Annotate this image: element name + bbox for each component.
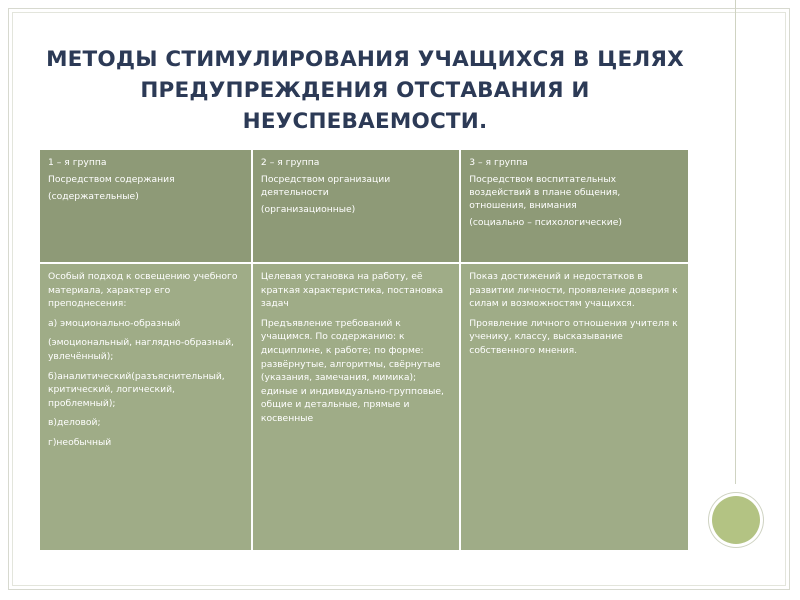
group-label: 3 – я группа: [469, 157, 528, 168]
group-means: Посредством содержания: [48, 174, 175, 185]
header-cell-group-1: [39, 149, 252, 263]
decorative-circle: [712, 496, 760, 544]
body-cell-social-psychological-methods: [460, 263, 689, 551]
methods-table: [36, 146, 692, 554]
group-means: Посредством организации деятельности: [260, 174, 391, 198]
cell-paragraph: Проявление личного отношения учителя к ученику, классу, высказывание собственного мнения.: [469, 317, 678, 356]
cell-paragraph: Показ достижений и недостатков в развитии личности, проявление доверия к силам и возможностям учащихся.: [469, 271, 678, 310]
cell-paragraph: в)деловой;: [48, 417, 101, 429]
group-label: 1 – я группа: [48, 157, 107, 168]
group-type: (социально – психологические): [469, 217, 622, 228]
group-type: (содержательные): [48, 191, 139, 202]
header-cell-group-2: [252, 149, 460, 263]
group-label: 2 – я группа: [260, 157, 320, 168]
group-means: Посредством воспитательных воздействий в плане общения, отношения, внимания: [469, 174, 621, 211]
group-type: (организационные): [260, 204, 356, 215]
cell-paragraph: Целевая установка на работу, её краткая характеристика, постановка задач: [260, 271, 444, 310]
table-header-row: [39, 149, 689, 263]
cell-paragraph: (эмоциональный, наглядно-образный, увлечённый);: [48, 337, 234, 362]
body-cell-organization-methods: [252, 263, 460, 551]
decorative-vertical-line: [735, 0, 736, 484]
cell-paragraph: г)необычный: [48, 436, 112, 448]
cell-paragraph: б)аналитический(разъяснительный, критический, логический, проблемный);: [48, 370, 225, 409]
body-cell-content-methods: [39, 263, 252, 551]
table-body-row: [39, 263, 689, 551]
header-cell-group-3: [460, 149, 689, 263]
cell-paragraph: а) эмоционально-образный: [48, 317, 181, 329]
slide-title: МЕТОДЫ СТИМУЛИРОВАНИЯ УЧАЩИХСЯ В ЦЕЛЯХ ПРЕДУПРЕЖДЕНИЯ ОТСТАВАНИЯ И НЕУСПЕВАЕМОСТИ.: [46, 47, 684, 134]
cell-paragraph: Предъявление требований к учащимся. По содержанию: к дисциплине, к работе; по форме: развёрнутые, алгоритмы, свёрнутые (указания, замечания, мимика); единые и индивидуально-групповые, общие и детальные, прямые и косвенные: [260, 317, 444, 424]
cell-paragraph: Особый подход к освещению учебного материала, характер его преподнесения:: [48, 271, 238, 310]
